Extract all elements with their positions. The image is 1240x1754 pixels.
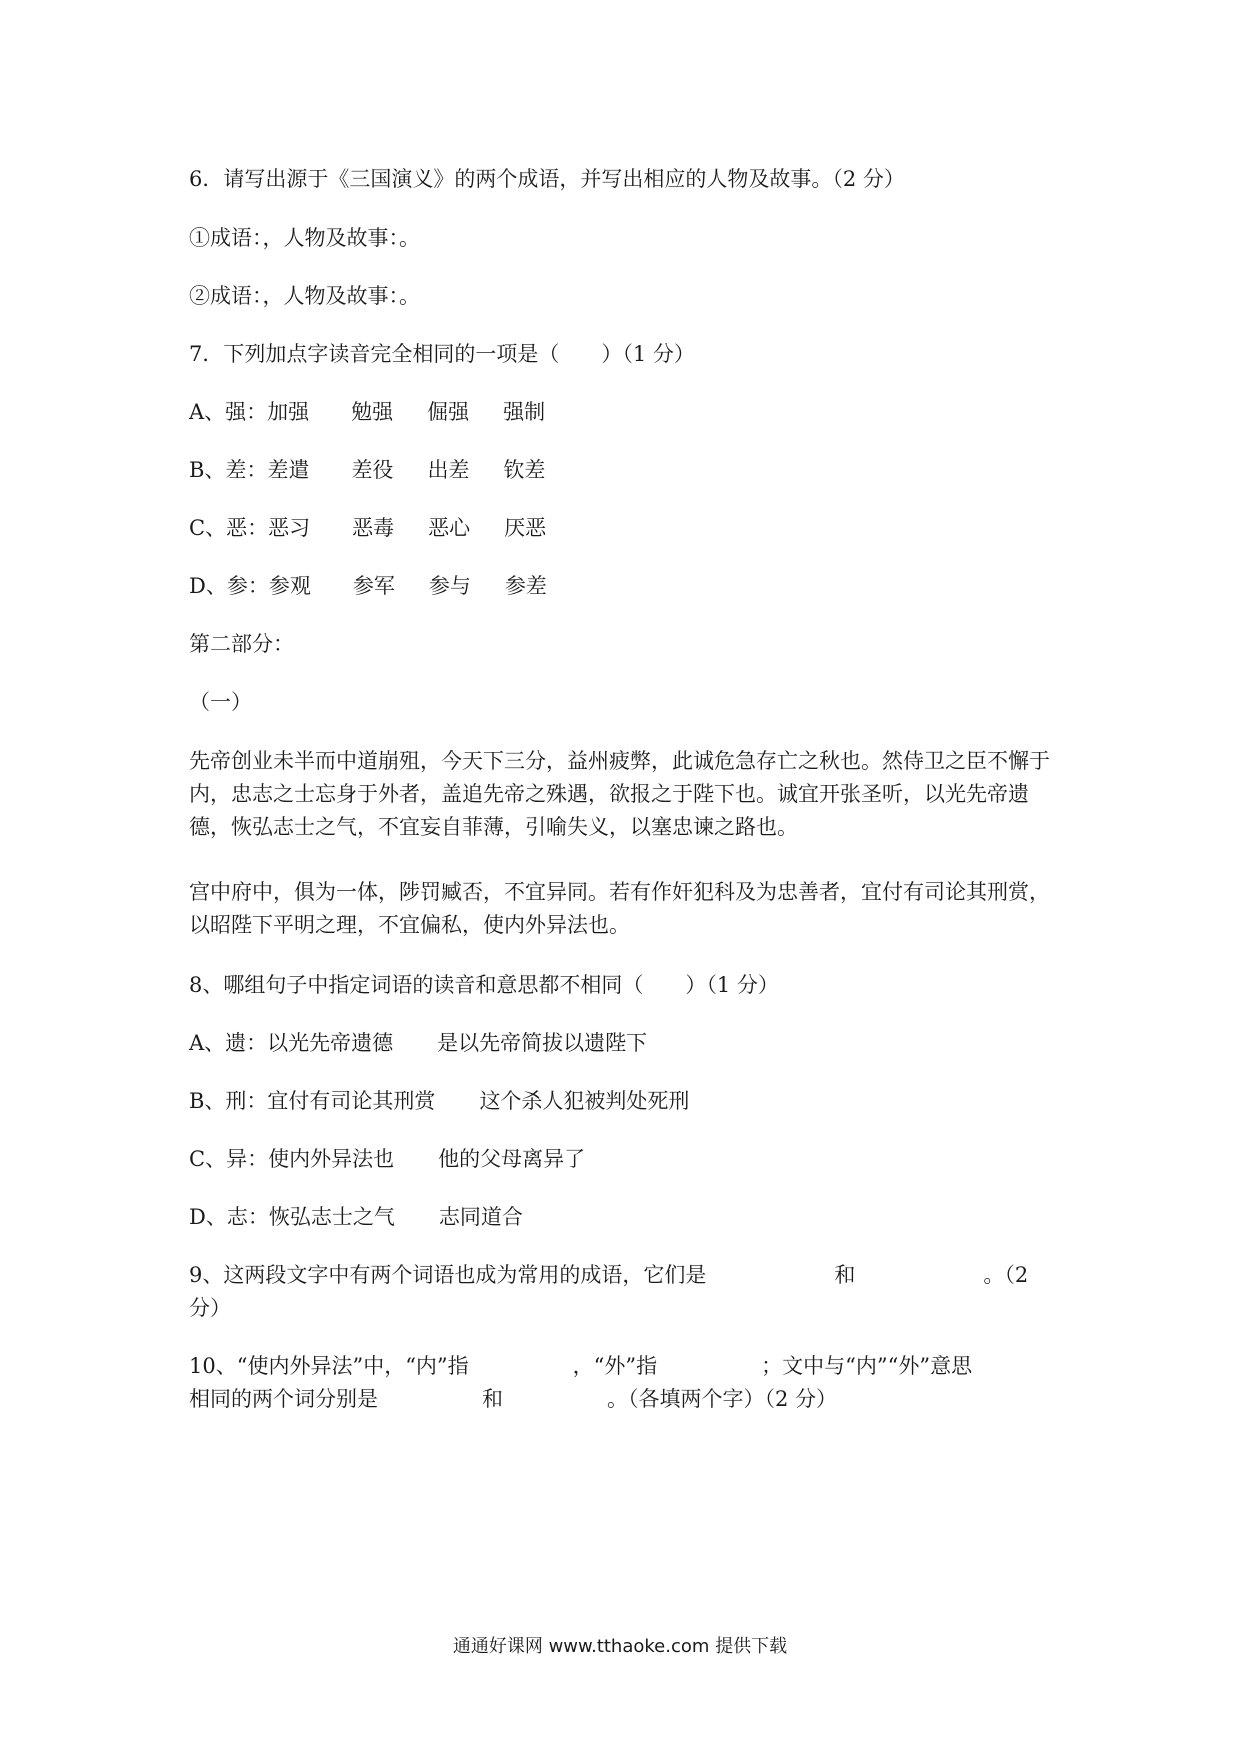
option-word: 差遣 bbox=[267, 458, 310, 482]
option-label: B、差： bbox=[189, 458, 268, 482]
sentence-a: B、刑：宜付有司论其刑赏 bbox=[189, 1089, 436, 1113]
part2-heading: 第二部分： bbox=[189, 632, 294, 656]
option-word: 勉强 bbox=[351, 400, 394, 424]
sentence-a: D、志：恢弘志士之气 bbox=[189, 1205, 395, 1229]
q6-line-1: ①成语：，人物及故事：。 bbox=[189, 226, 420, 250]
q9-text: 9、这两段文字中有两个词语也成为常用的成语，它们是 bbox=[189, 1263, 707, 1287]
option-word: 参军 bbox=[352, 574, 395, 598]
page-footer: 通通好课网 www.tthaoke.com 提供下载 bbox=[452, 1636, 788, 1657]
sentence-a: A、遗：以光先帝遗德 bbox=[189, 1031, 394, 1055]
option-word: 钦差 bbox=[503, 458, 546, 482]
q7-option-d bbox=[189, 570, 547, 603]
q10-text: 。（各填两个字）（2 分） bbox=[607, 1387, 838, 1411]
option-word: 参差 bbox=[504, 574, 547, 598]
passage-paragraph-2: 宫中府中，俱为一体，陟罚臧否，不宜异同。若有作奸犯科及为忠善者，宜付有司论其刑赏，以昭陛下平明之理，不宜偏私，使内外异法也。 bbox=[189, 880, 1050, 937]
option-word: 参与 bbox=[428, 574, 471, 598]
sentence-a: C、异：使内外异法也 bbox=[189, 1147, 395, 1171]
option-word: 出差 bbox=[427, 458, 470, 482]
q7-option-a bbox=[189, 396, 545, 429]
q10-line-2 bbox=[189, 1383, 837, 1416]
option-word: 强制 bbox=[503, 400, 546, 424]
q9-text: 和 bbox=[834, 1263, 856, 1287]
option-word: 厌恶 bbox=[504, 516, 547, 540]
option-word: 恶心 bbox=[428, 516, 471, 540]
option-label: D、参： bbox=[189, 574, 269, 598]
option-word: 参观 bbox=[268, 574, 311, 598]
option-word: 倔强 bbox=[427, 400, 470, 424]
q8-option-d bbox=[189, 1201, 523, 1234]
passage-paragraph-1: 先帝创业未半而中道崩殂，今天下三分，益州疲弊，此诚危急存亡之秋也。然侍卫之臣不懈于内，忠志之士忘身于外者，盖追先帝之殊遇，欲报之于陛下也。诚宜开张圣听，以光先帝遗德，恢弘志士之气，不宜妄自菲薄，引喻失义，以塞忠谏之路也。 bbox=[189, 749, 1050, 839]
option-label: C、恶： bbox=[189, 516, 269, 540]
q7-option-b bbox=[189, 454, 545, 487]
part2-subheading: （一） bbox=[189, 690, 252, 714]
sentence-b: 他的父母离异了 bbox=[438, 1147, 586, 1171]
sentence-b: 是以先帝简拔以遗陛下 bbox=[437, 1031, 648, 1055]
q6-line-2: ②成语：，人物及故事：。 bbox=[189, 284, 420, 308]
option-word: 恶习 bbox=[268, 516, 311, 540]
q10-text: 相同的两个词分别是 bbox=[189, 1387, 378, 1411]
option-word: 加强 bbox=[267, 400, 310, 424]
q10-text: ；文中与“内”“外”意思 bbox=[761, 1354, 973, 1378]
q10-text: 和 bbox=[482, 1387, 503, 1411]
sentence-b: 志同道合 bbox=[438, 1205, 523, 1229]
option-word: 差役 bbox=[351, 458, 394, 482]
q8-option-c bbox=[189, 1143, 585, 1176]
option-label: A、强： bbox=[189, 400, 268, 424]
q10-line-1 bbox=[189, 1350, 972, 1383]
q6-title: 6．请写出源于《三国演义》的两个成语，并写出相应的人物及故事。（2 分） bbox=[189, 167, 905, 191]
sentence-b: 这个杀人犯被判处死刑 bbox=[479, 1089, 690, 1113]
q7-option-c bbox=[189, 512, 546, 545]
q8-option-b bbox=[189, 1085, 689, 1118]
q8-option-a bbox=[189, 1027, 647, 1060]
q9-line-1 bbox=[189, 1259, 1028, 1292]
q7-title: 7．下列加点字读音完全相同的一项是（ ）（1 分） bbox=[189, 342, 695, 366]
q10-text: 10、“使内外异法”中，“内”指 bbox=[189, 1354, 469, 1378]
q9-line-2: 分） bbox=[189, 1296, 231, 1320]
q10-text: ，“外”指 bbox=[572, 1354, 658, 1378]
q8-title: 8、哪组句子中指定词语的读音和意思都不相同（ ）（1 分） bbox=[189, 973, 779, 997]
option-word: 恶毒 bbox=[352, 516, 395, 540]
q9-text: 。（2 bbox=[983, 1263, 1029, 1287]
